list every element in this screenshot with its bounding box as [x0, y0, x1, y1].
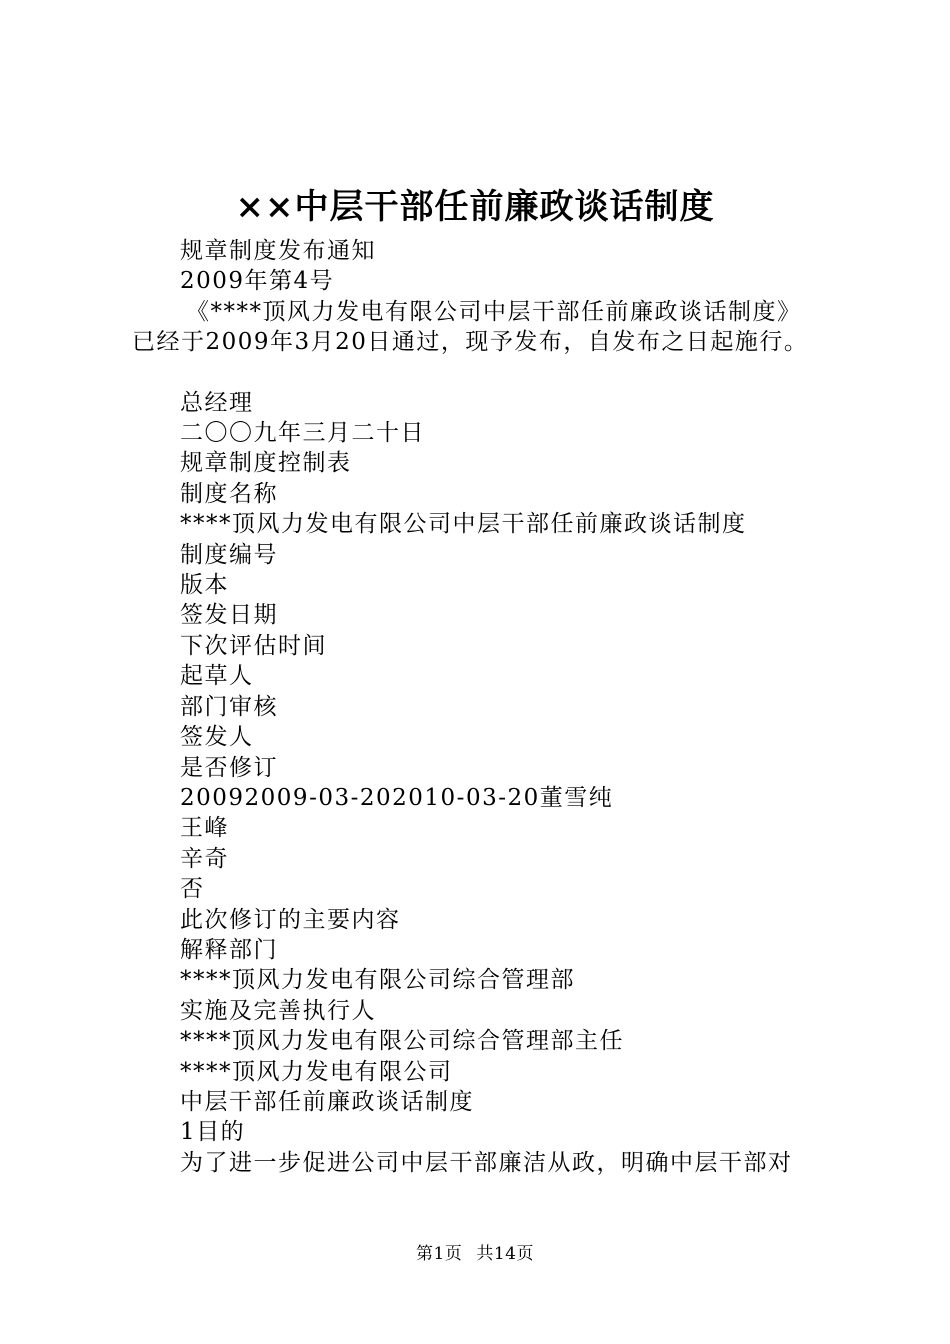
- document-body: [0, 236, 950, 1178]
- control-line-values: 20092009-03-202010-03-20董雪纯: [180, 784, 614, 811]
- notice-heading: 规章制度发布通知: [180, 238, 376, 264]
- control-line-dept-review-label: 部门审核: [180, 693, 278, 720]
- sign-date: 二〇〇九年三月二十日: [180, 420, 425, 447]
- purpose-paragraph-start: 为了进一步促进公司中层干部廉洁从政，明确中层干部对: [180, 1149, 793, 1176]
- control-line-revised-label: 是否修订: [180, 754, 278, 781]
- control-table-heading: 规章制度控制表: [180, 450, 352, 477]
- control-line-issuer: 辛奇: [180, 845, 229, 872]
- section-heading-purpose: 1目的: [180, 1119, 246, 1146]
- control-line-policy-number-label: 制度编号: [180, 541, 278, 568]
- control-line-interpreting-dept-label: 解释部门: [180, 936, 278, 963]
- policy-subtitle: 中层干部任前廉政谈话制度: [180, 1088, 474, 1115]
- page-total: 共14页: [476, 1244, 534, 1264]
- control-line-next-review-label: 下次评估时间: [180, 632, 327, 659]
- page-number: 第1页: [416, 1244, 463, 1264]
- control-line-reviewer: 王峰: [180, 815, 229, 842]
- control-line-interpreting-dept: ****顶风力发电有限公司综合管理部: [180, 967, 575, 994]
- control-line-executor: ****顶风力发电有限公司综合管理部主任: [180, 1028, 624, 1055]
- notice-number: 2009年第4号: [180, 268, 335, 295]
- notice-text-line-1: 《****顶风力发电有限公司中层干部任前廉政谈话制度》: [186, 298, 802, 325]
- control-line-issue-date-label: 签发日期: [180, 602, 278, 629]
- control-line-policy-name: ****顶风力发电有限公司中层干部任前廉政谈话制度: [180, 511, 747, 538]
- control-line-executor-label: 实施及完善执行人: [180, 997, 376, 1024]
- signer: 总经理: [180, 389, 254, 416]
- control-line-revision-content-label: 此次修订的主要内容: [180, 906, 401, 933]
- company-name: ****顶风力发电有限公司: [180, 1058, 453, 1085]
- page-footer: [0, 1243, 950, 1265]
- control-line-issuer-label: 签发人: [180, 724, 254, 751]
- control-line-policy-name-label: 制度名称: [180, 480, 278, 507]
- notice-text-line-2: 已经于2009年3月20日通过，现予发布，自发布之日起施行。: [132, 329, 809, 356]
- control-line-version-label: 版本: [180, 572, 229, 599]
- document-title: ××中层干部任前廉政谈话制度: [235, 187, 715, 227]
- control-line-drafter-label: 起草人: [180, 663, 254, 690]
- control-line-revised-value: 否: [180, 876, 205, 903]
